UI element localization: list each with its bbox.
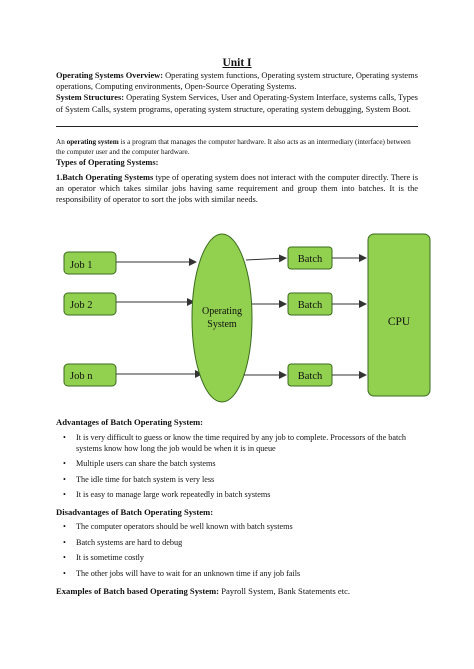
job-box-n — [64, 364, 116, 386]
job-label-1: Job 1 — [70, 260, 93, 271]
batch-label-2: Batch — [297, 300, 323, 311]
list-item: • The other jobs will have to wait for an unknown time if any job fails — [56, 569, 426, 580]
examples-label: Examples of Batch based Operating System: — [56, 586, 220, 596]
advantages-heading: Advantages of Batch Operating System: — [56, 417, 204, 427]
os-label-line2: System — [207, 319, 237, 330]
examples-line — [56, 586, 350, 596]
list-item: • It is easy to manage large work repeatedly in batch systems — [56, 490, 426, 501]
job-label-n: Job n — [70, 371, 93, 382]
overview-text: Operating system functions, Operating system structure, Operating systems operations, Computing environments, Open-Source Operating Systems. — [56, 71, 418, 92]
list-item: • It is sometime costly — [56, 553, 426, 564]
batch-text: type of operating system does not interact with the computer directly. There is an operator which takes similar jobs having same requirement and group them into batches. It is the responsibility of operator to sort the jobs with similar needs. — [56, 173, 418, 205]
intro-prefix: An — [56, 138, 67, 146]
operating-system-node — [192, 234, 252, 402]
batch-paragraph — [56, 172, 418, 206]
disadvantages-list — [56, 522, 426, 584]
batch-label: 1.Batch Operating Systems — [56, 173, 154, 182]
batch-box-1 — [288, 247, 332, 269]
advantages-list — [56, 433, 426, 506]
intro-paragraph — [56, 138, 418, 157]
list-item: • The computer operators should be well known with batch systems — [56, 522, 426, 533]
list-item: • It is very difficult to guess or know the time required by any job to complete. Processors of the batch systems know how long the job would be when it is in queue — [56, 433, 426, 454]
job-label-2: Job 2 — [70, 300, 93, 311]
disadvantages-heading: Disadvantages of Batch Operating System: — [56, 507, 214, 517]
list-item: • Multiple users can share the batch systems — [56, 459, 426, 470]
examples-text: Payroll System, Bank Statements etc. — [219, 586, 351, 596]
structures-label: System Structures: — [56, 93, 124, 103]
intro-term: operating system — [66, 138, 119, 146]
job-box-2 — [64, 293, 116, 315]
types-heading: Types of Operating Systems: — [56, 158, 159, 167]
batch-box-3 — [288, 364, 332, 386]
cpu-node — [368, 234, 430, 396]
divider — [56, 126, 418, 127]
overview-label: Operating Systems Overview: — [56, 71, 163, 80]
cpu-label: CPU — [387, 316, 411, 328]
batch-label-3: Batch — [297, 371, 323, 382]
list-item: • Batch systems are hard to debug — [56, 538, 426, 549]
arrow-os-batch1 — [246, 258, 286, 260]
page-title: Unit I — [222, 57, 252, 69]
batch-label-1: Batch — [297, 254, 323, 265]
batch-os-diagram — [0, 226, 474, 406]
batch-box-2 — [288, 293, 332, 315]
list-item: • The idle time for batch system is very less — [56, 475, 426, 486]
unit-overview — [56, 70, 418, 115]
job-box-1 — [64, 252, 116, 274]
os-label-line1: Operating — [202, 306, 242, 317]
intro-text: is a program that manages the computer hardware. It also acts as an intermediary (interface) between the computer user and the computer hardware. — [56, 138, 411, 156]
structures-text: Operating System Services, User and Operating-System Interface, systems calls, Types of System Calls, system programs, operating system structure, operating system debugging, System Boot. — [56, 93, 418, 114]
